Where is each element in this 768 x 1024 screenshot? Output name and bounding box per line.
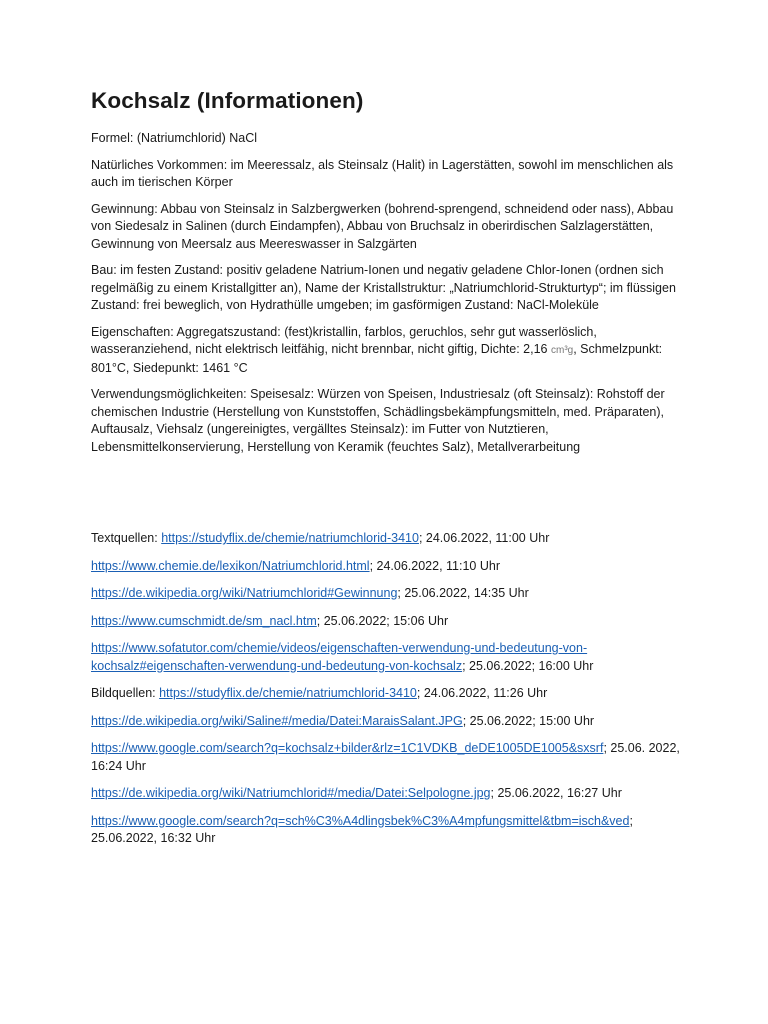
source-link[interactable]: https://de.wikipedia.org/wiki/Natriumchlorid#Gewinnung — [91, 586, 398, 600]
source-date: ; 25.06.2022, 16:27 Uhr — [490, 786, 622, 800]
source-link[interactable]: https://www.google.com/search?q=kochsalz+bilder&rlz=1C1VDKB_deDE1005DE1005&sxsrf — [91, 741, 604, 755]
properties-text-end: , Schmelzpunkt: 801°C, Siedepunkt: 1461 °C — [91, 342, 663, 375]
source-date: ; 24.06.2022, 11:10 Uhr — [369, 558, 500, 573]
source-link[interactable]: https://de.wikipedia.org/wiki/Saline#/media/Datei:MaraisSalant.JPG — [91, 713, 463, 728]
occurrence-paragraph: Natürliches Vorkommen: im Meeressalz, als Steinsalz (Halit) in Lagerstätten, sowohl im menschlichen als auch im tierischen Körper — [91, 157, 674, 189]
source-date: ; 25.06.2022, 14:35 Uhr — [397, 586, 529, 600]
source-item — [91, 785, 681, 803]
page-title: Kochsalz (Informationen) — [91, 88, 364, 113]
source-link[interactable]: https://studyflix.de/chemie/natriumchlorid-3410 — [161, 531, 419, 545]
source-link[interactable]: https://de.wikipedia.org/wiki/Natriumchlorid#/media/Datei:Selpologne.jpg — [91, 786, 491, 800]
source-item — [91, 813, 681, 848]
source-item — [91, 740, 681, 775]
source-link[interactable]: https://www.google.com/search?q=sch%C3%A4dlingsbek%C3%A4mpfungsmittel&tbm=isch&ved — [91, 813, 630, 828]
usage-paragraph: Verwendungsmöglichkeiten: Speisesalz: Würzen von Speisen, Industriesalz (oft Steinsalz): Rohstoff der chemischen Industrie (Herstellung von Kunststoffen, Schädlingsbekämpfungsmitteln, med. Präparaten), Auftausalz, Viehsalz (ungereinigtes, vergälltes Steinsalz): im Futter von Nutztieren, Lebensmittelkonservierung, Herstellung von Keramik (feuchtes Salz), Metallverarbeitung — [91, 387, 665, 454]
source-link[interactable]: https://www.chemie.de/lexikon/Natriumchlorid.html — [91, 558, 370, 573]
properties-paragraph — [91, 324, 681, 378]
source-link[interactable]: https://www.sofatutor.com/chemie/videos/eigenschaften-verwendung-und-bedeutung-von-kochsalz#eigenschaften-verwendung-und-bedeutung-von-kochsalz — [91, 641, 588, 673]
source-link[interactable]: https://studyflix.de/chemie/natriumchlorid-3410 — [159, 686, 417, 700]
density-unit: cm³g — [550, 345, 574, 356]
source-item — [91, 530, 681, 548]
source-link[interactable]: https://www.cumschmidt.de/sm_nacl.htm — [91, 613, 317, 628]
sources-list — [91, 530, 681, 858]
source-item — [91, 713, 681, 731]
source-item — [91, 685, 681, 703]
source-date: ; 25.06.2022; 15:06 Uhr — [316, 613, 449, 628]
source-date: ; 25.06. 2022, 16:24 Uhr — [91, 741, 680, 773]
source-date: ; 24.06.2022, 11:26 Uhr — [416, 686, 548, 700]
formula-paragraph: Formel: (Natriumchlorid) NaCl — [91, 131, 257, 145]
structure-paragraph: Bau: im festen Zustand: positiv geladene Natrium-Ionen und negativ geladene Chlor-Ionen (ordnen sich regelmäßig zu einem Kristallgitter an), Name der Kristallstruktur: „Natriumchlorid-Strukturtyp“; im flüssigen Zustand: frei beweglich, von Hydrathülle umgeben; im gasförmigen Zustand: NaCl-Moleküle — [91, 263, 676, 312]
source-date: ; 24.06.2022, 11:00 Uhr — [418, 531, 550, 545]
source-date: ; 25.06.2022, 16:32 Uhr — [91, 813, 633, 845]
source-item — [91, 640, 681, 675]
source-prefix: Textquellen: — [91, 531, 162, 545]
source-item — [91, 558, 681, 576]
document-body — [91, 86, 681, 465]
source-item — [91, 613, 681, 631]
source-item — [91, 585, 681, 603]
source-prefix: Bildquellen: — [91, 686, 160, 700]
properties-text: Eigenschaften: Aggregatszustand: (fest)kristallin, farblos, geruchlos, sehr gut wasserlöslich, wasseranziehend, nicht elektrisch leitfähig, nicht brennbar, nicht giftig, Dichte: 2,16 — [91, 324, 597, 356]
extraction-paragraph: Gewinnung: Abbau von Steinsalz in Salzbergwerken (bohrend-sprengend, schneidend oder nass), Abbau von Siedesalz in Salinen (durch Eindampfen), Abbau von Bruchsalz in oberirdischen Salzlagerstätten, Gewinnung von Meersalz aus Meereswasser in Salzgärten — [91, 201, 674, 251]
source-date: ; 25.06.2022; 15:00 Uhr — [462, 713, 595, 728]
source-date: ; 25.06.2022; 16:00 Uhr — [462, 658, 594, 673]
